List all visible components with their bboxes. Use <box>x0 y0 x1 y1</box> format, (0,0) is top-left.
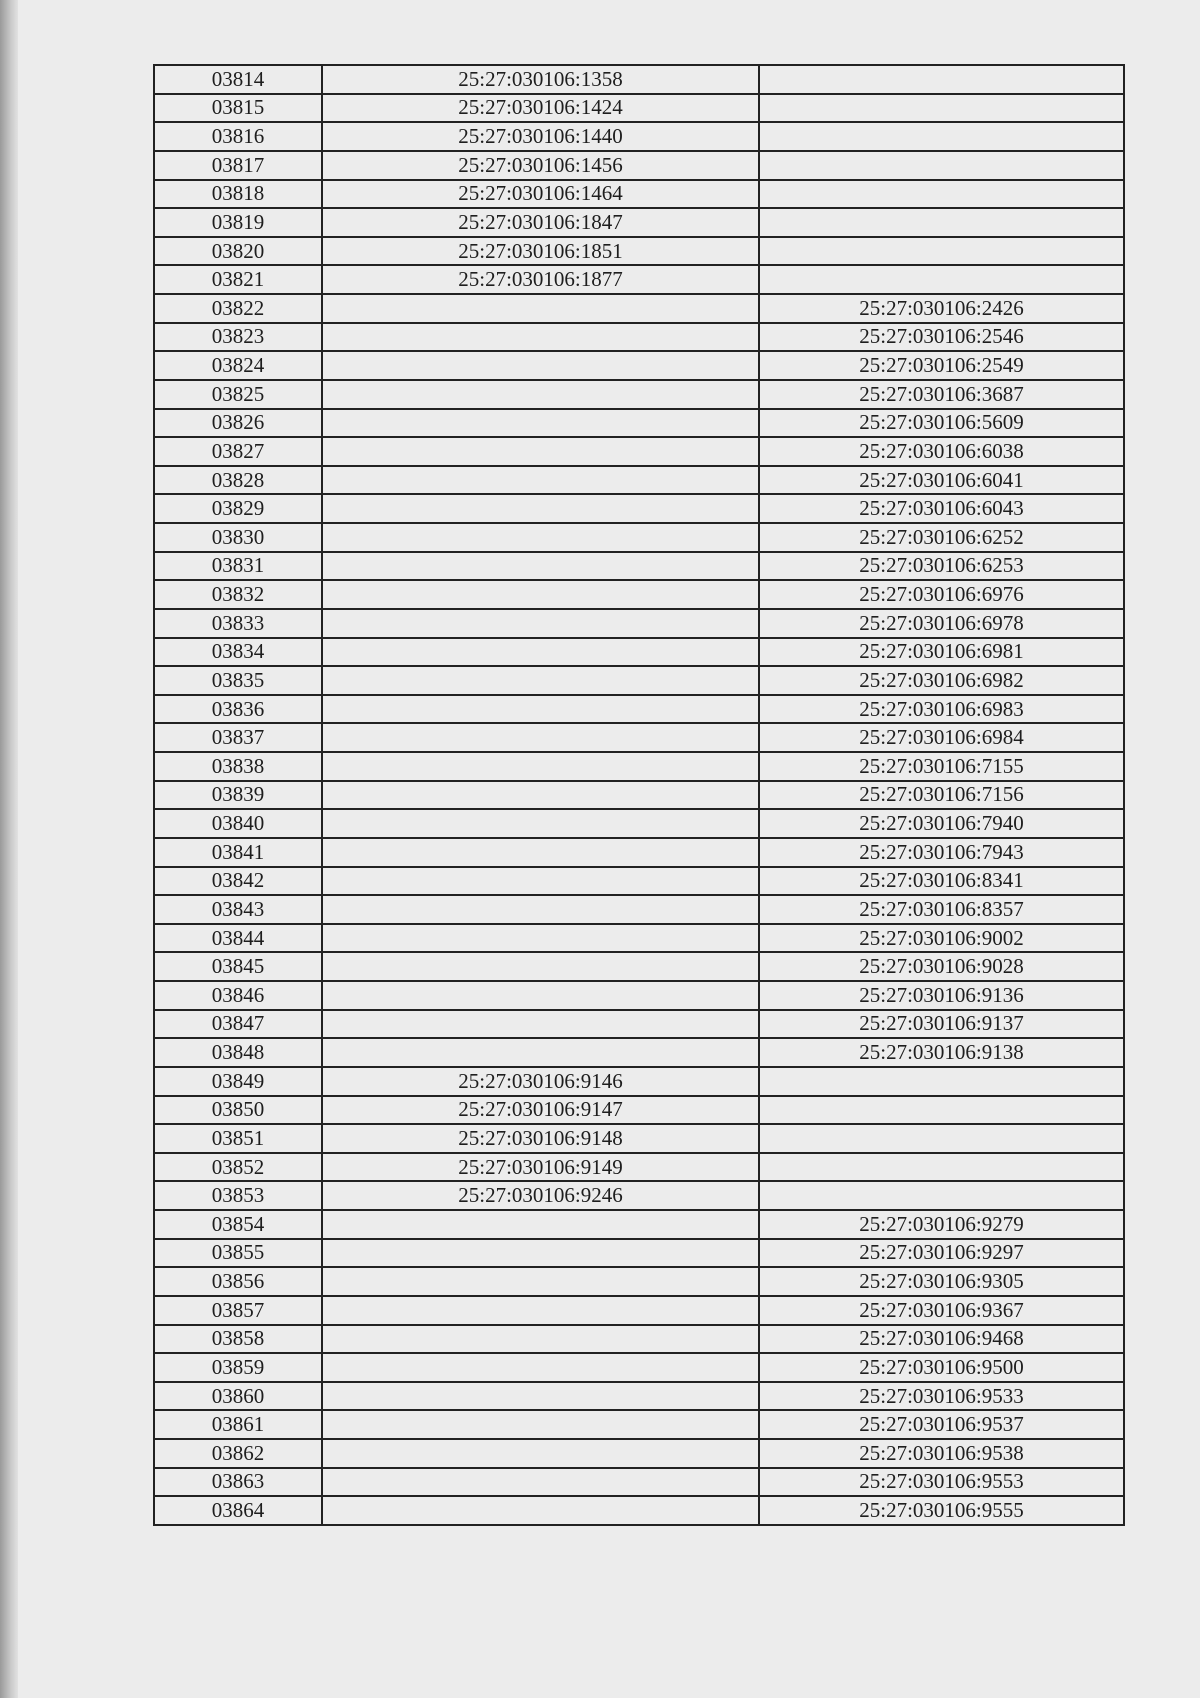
cadastral-number-b-cell: 25:27:030106:9138 <box>759 1038 1124 1067</box>
table-row <box>154 1096 1124 1125</box>
row-number-cell: 03857 <box>154 1296 322 1325</box>
row-number-cell: 03825 <box>154 380 322 409</box>
table-row <box>154 1038 1124 1067</box>
table-row <box>154 294 1124 323</box>
cadastral-number-b-cell <box>759 1096 1124 1125</box>
table-row <box>154 380 1124 409</box>
cadastral-number-b-cell: 25:27:030106:9279 <box>759 1210 1124 1239</box>
row-number-cell: 03856 <box>154 1267 322 1296</box>
cadastral-number-b-cell: 25:27:030106:9500 <box>759 1353 1124 1382</box>
row-number-cell: 03847 <box>154 1010 322 1039</box>
cadastral-number-a-cell: 25:27:030106:9246 <box>322 1181 759 1210</box>
cadastral-number-a-cell: 25:27:030106:1358 <box>322 65 759 94</box>
cadastral-number-a-cell <box>322 351 759 380</box>
row-number-cell: 03841 <box>154 838 322 867</box>
table-row <box>154 323 1124 352</box>
row-number-cell: 03852 <box>154 1153 322 1182</box>
row-number-cell: 03832 <box>154 580 322 609</box>
cadastral-number-a-cell <box>322 466 759 495</box>
row-number-cell: 03831 <box>154 552 322 581</box>
cadastral-number-a-cell <box>322 580 759 609</box>
row-number-cell: 03817 <box>154 151 322 180</box>
cadastral-number-b-cell <box>759 265 1124 294</box>
table-row <box>154 1468 1124 1497</box>
cadastral-number-b-cell <box>759 94 1124 123</box>
row-number-cell: 03823 <box>154 323 322 352</box>
table-row <box>154 1124 1124 1153</box>
cadastral-number-a-cell <box>322 1410 759 1439</box>
cadastral-number-a-cell <box>322 1267 759 1296</box>
cadastral-number-a-cell: 25:27:030106:1464 <box>322 180 759 209</box>
table-row <box>154 180 1124 209</box>
table-row <box>154 895 1124 924</box>
row-number-cell: 03850 <box>154 1096 322 1125</box>
cadastral-number-b-cell: 25:27:030106:9137 <box>759 1010 1124 1039</box>
table-row <box>154 65 1124 94</box>
cadastral-number-b-cell: 25:27:030106:6984 <box>759 723 1124 752</box>
cadastral-number-b-cell: 25:27:030106:6038 <box>759 437 1124 466</box>
table-row <box>154 1325 1124 1354</box>
row-number-cell: 03840 <box>154 809 322 838</box>
table-row <box>154 351 1124 380</box>
cadastral-number-a-cell <box>322 294 759 323</box>
cadastral-number-a-cell <box>322 1210 759 1239</box>
table-row <box>154 265 1124 294</box>
row-number-cell: 03837 <box>154 723 322 752</box>
cadastral-number-a-cell <box>322 552 759 581</box>
table-row <box>154 237 1124 266</box>
row-number-cell: 03851 <box>154 1124 322 1153</box>
table-row <box>154 1496 1124 1525</box>
row-number-cell: 03843 <box>154 895 322 924</box>
table-row <box>154 94 1124 123</box>
cadastral-number-b-cell: 25:27:030106:9136 <box>759 981 1124 1010</box>
cadastral-number-a-cell <box>322 437 759 466</box>
table-row <box>154 695 1124 724</box>
cadastral-number-a-cell <box>322 1038 759 1067</box>
cadastral-number-a-cell <box>322 1239 759 1268</box>
table-row <box>154 1439 1124 1468</box>
cadastral-number-a-cell <box>322 380 759 409</box>
table-row <box>154 437 1124 466</box>
cadastral-number-b-cell: 25:27:030106:9002 <box>759 924 1124 953</box>
cadastral-number-b-cell <box>759 1153 1124 1182</box>
cadastral-number-a-cell <box>322 867 759 896</box>
cadastral-number-b-cell <box>759 208 1124 237</box>
cadastral-number-b-cell: 25:27:030106:9305 <box>759 1267 1124 1296</box>
row-number-cell: 03844 <box>154 924 322 953</box>
table-row <box>154 638 1124 667</box>
cadastral-number-a-cell <box>322 809 759 838</box>
table-row <box>154 1296 1124 1325</box>
cadastral-number-b-cell: 25:27:030106:9553 <box>759 1468 1124 1497</box>
cadastral-number-b-cell: 25:27:030106:9538 <box>759 1439 1124 1468</box>
row-number-cell: 03822 <box>154 294 322 323</box>
table-row <box>154 1181 1124 1210</box>
cadastral-number-a-cell <box>322 981 759 1010</box>
table-row <box>154 1353 1124 1382</box>
table-row <box>154 1239 1124 1268</box>
cadastral-number-b-cell: 25:27:030106:9537 <box>759 1410 1124 1439</box>
cadastral-number-a-cell: 25:27:030106:9147 <box>322 1096 759 1125</box>
cadastral-number-a-cell <box>322 409 759 438</box>
cadastral-number-a-cell: 25:27:030106:9149 <box>322 1153 759 1182</box>
cadastral-number-b-cell: 25:27:030106:3687 <box>759 380 1124 409</box>
row-number-cell: 03863 <box>154 1468 322 1497</box>
cadastral-number-a-cell <box>322 895 759 924</box>
table-row <box>154 666 1124 695</box>
table-row <box>154 924 1124 953</box>
row-number-cell: 03842 <box>154 867 322 896</box>
cadastral-number-b-cell: 25:27:030106:6041 <box>759 466 1124 495</box>
row-number-cell: 03839 <box>154 781 322 810</box>
row-number-cell: 03836 <box>154 695 322 724</box>
row-number-cell: 03855 <box>154 1239 322 1268</box>
row-number-cell: 03849 <box>154 1067 322 1096</box>
cadastral-number-a-cell: 25:27:030106:1424 <box>322 94 759 123</box>
cadastral-number-b-cell: 25:27:030106:6253 <box>759 552 1124 581</box>
table-row <box>154 1010 1124 1039</box>
row-number-cell: 03820 <box>154 237 322 266</box>
row-number-cell: 03827 <box>154 437 322 466</box>
cadastral-number-b-cell: 25:27:030106:5609 <box>759 409 1124 438</box>
row-number-cell: 03826 <box>154 409 322 438</box>
cadastral-table <box>153 64 1125 1526</box>
cadastral-number-a-cell <box>322 1382 759 1411</box>
cadastral-number-a-cell <box>322 1010 759 1039</box>
cadastral-number-b-cell: 25:27:030106:6043 <box>759 494 1124 523</box>
cadastral-number-a-cell: 25:27:030106:1877 <box>322 265 759 294</box>
table-body <box>154 65 1124 1525</box>
row-number-cell: 03833 <box>154 609 322 638</box>
cadastral-number-b-cell: 25:27:030106:6983 <box>759 695 1124 724</box>
cadastral-number-a-cell: 25:27:030106:9148 <box>322 1124 759 1153</box>
row-number-cell: 03815 <box>154 94 322 123</box>
row-number-cell: 03824 <box>154 351 322 380</box>
row-number-cell: 03845 <box>154 952 322 981</box>
cadastral-number-a-cell <box>322 781 759 810</box>
cadastral-number-a-cell <box>322 838 759 867</box>
table-row <box>154 1210 1124 1239</box>
table-row <box>154 1153 1124 1182</box>
cadastral-number-b-cell: 25:27:030106:9367 <box>759 1296 1124 1325</box>
cadastral-number-b-cell: 25:27:030106:6982 <box>759 666 1124 695</box>
cadastral-number-a-cell <box>322 1496 759 1525</box>
cadastral-number-a-cell <box>322 1325 759 1354</box>
table-row <box>154 151 1124 180</box>
cadastral-number-b-cell: 25:27:030106:2546 <box>759 323 1124 352</box>
cadastral-number-b-cell <box>759 65 1124 94</box>
cadastral-number-b-cell: 25:27:030106:6252 <box>759 523 1124 552</box>
row-number-cell: 03861 <box>154 1410 322 1439</box>
cadastral-number-b-cell: 25:27:030106:8357 <box>759 895 1124 924</box>
row-number-cell: 03830 <box>154 523 322 552</box>
cadastral-number-b-cell <box>759 1124 1124 1153</box>
row-number-cell: 03858 <box>154 1325 322 1354</box>
table-row <box>154 580 1124 609</box>
row-number-cell: 03854 <box>154 1210 322 1239</box>
cadastral-number-a-cell <box>322 723 759 752</box>
row-number-cell: 03816 <box>154 122 322 151</box>
cadastral-number-a-cell: 25:27:030106:1456 <box>322 151 759 180</box>
table-row <box>154 208 1124 237</box>
cadastral-number-a-cell <box>322 523 759 552</box>
table-row <box>154 466 1124 495</box>
cadastral-number-b-cell: 25:27:030106:6981 <box>759 638 1124 667</box>
table-row <box>154 981 1124 1010</box>
table-row <box>154 122 1124 151</box>
cadastral-number-a-cell <box>322 924 759 953</box>
cadastral-number-a-cell <box>322 323 759 352</box>
cadastral-number-a-cell: 25:27:030106:1851 <box>322 237 759 266</box>
cadastral-number-a-cell <box>322 666 759 695</box>
row-number-cell: 03818 <box>154 180 322 209</box>
cadastral-number-b-cell: 25:27:030106:7156 <box>759 781 1124 810</box>
cadastral-number-a-cell <box>322 638 759 667</box>
cadastral-number-b-cell: 25:27:030106:9297 <box>759 1239 1124 1268</box>
cadastral-number-b-cell <box>759 122 1124 151</box>
row-number-cell: 03819 <box>154 208 322 237</box>
table-row <box>154 952 1124 981</box>
row-number-cell: 03859 <box>154 1353 322 1382</box>
row-number-cell: 03860 <box>154 1382 322 1411</box>
cadastral-number-a-cell <box>322 695 759 724</box>
row-number-cell: 03829 <box>154 494 322 523</box>
cadastral-number-b-cell: 25:27:030106:9533 <box>759 1382 1124 1411</box>
cadastral-number-b-cell <box>759 1067 1124 1096</box>
cadastral-number-b-cell: 25:27:030106:7943 <box>759 838 1124 867</box>
table-row <box>154 409 1124 438</box>
cadastral-number-a-cell <box>322 952 759 981</box>
row-number-cell: 03834 <box>154 638 322 667</box>
table-row <box>154 494 1124 523</box>
cadastral-number-b-cell: 25:27:030106:9468 <box>759 1325 1124 1354</box>
row-number-cell: 03862 <box>154 1439 322 1468</box>
table-row <box>154 752 1124 781</box>
row-number-cell: 03846 <box>154 981 322 1010</box>
cadastral-number-b-cell: 25:27:030106:7155 <box>759 752 1124 781</box>
table-row <box>154 1410 1124 1439</box>
cadastral-number-b-cell <box>759 151 1124 180</box>
table-row <box>154 1267 1124 1296</box>
table-row <box>154 523 1124 552</box>
table-row <box>154 838 1124 867</box>
cadastral-number-b-cell: 25:27:030106:6978 <box>759 609 1124 638</box>
cadastral-number-b-cell: 25:27:030106:6976 <box>759 580 1124 609</box>
row-number-cell: 03853 <box>154 1181 322 1210</box>
cadastral-number-a-cell: 25:27:030106:1847 <box>322 208 759 237</box>
row-number-cell: 03828 <box>154 466 322 495</box>
table-row <box>154 781 1124 810</box>
cadastral-number-a-cell <box>322 752 759 781</box>
cadastral-number-a-cell: 25:27:030106:9146 <box>322 1067 759 1096</box>
table-row <box>154 1382 1124 1411</box>
scan-edge-shadow <box>0 0 18 1698</box>
row-number-cell: 03838 <box>154 752 322 781</box>
row-number-cell: 03848 <box>154 1038 322 1067</box>
cadastral-number-a-cell <box>322 1468 759 1497</box>
table-row <box>154 809 1124 838</box>
table-row <box>154 867 1124 896</box>
cadastral-number-b-cell: 25:27:030106:8341 <box>759 867 1124 896</box>
cadastral-number-b-cell: 25:27:030106:9028 <box>759 952 1124 981</box>
table-row <box>154 552 1124 581</box>
cadastral-number-a-cell: 25:27:030106:1440 <box>322 122 759 151</box>
row-number-cell: 03814 <box>154 65 322 94</box>
cadastral-number-b-cell: 25:27:030106:2426 <box>759 294 1124 323</box>
table-row <box>154 609 1124 638</box>
cadastral-number-a-cell <box>322 609 759 638</box>
table-row <box>154 1067 1124 1096</box>
cadastral-number-b-cell: 25:27:030106:7940 <box>759 809 1124 838</box>
row-number-cell: 03835 <box>154 666 322 695</box>
cadastral-number-a-cell <box>322 1439 759 1468</box>
row-number-cell: 03821 <box>154 265 322 294</box>
cadastral-number-b-cell: 25:27:030106:9555 <box>759 1496 1124 1525</box>
cadastral-number-a-cell <box>322 1296 759 1325</box>
cadastral-number-b-cell <box>759 1181 1124 1210</box>
cadastral-number-b-cell <box>759 237 1124 266</box>
row-number-cell: 03864 <box>154 1496 322 1525</box>
table-row <box>154 723 1124 752</box>
cadastral-number-a-cell <box>322 494 759 523</box>
cadastral-number-b-cell <box>759 180 1124 209</box>
cadastral-number-b-cell: 25:27:030106:2549 <box>759 351 1124 380</box>
cadastral-number-a-cell <box>322 1353 759 1382</box>
